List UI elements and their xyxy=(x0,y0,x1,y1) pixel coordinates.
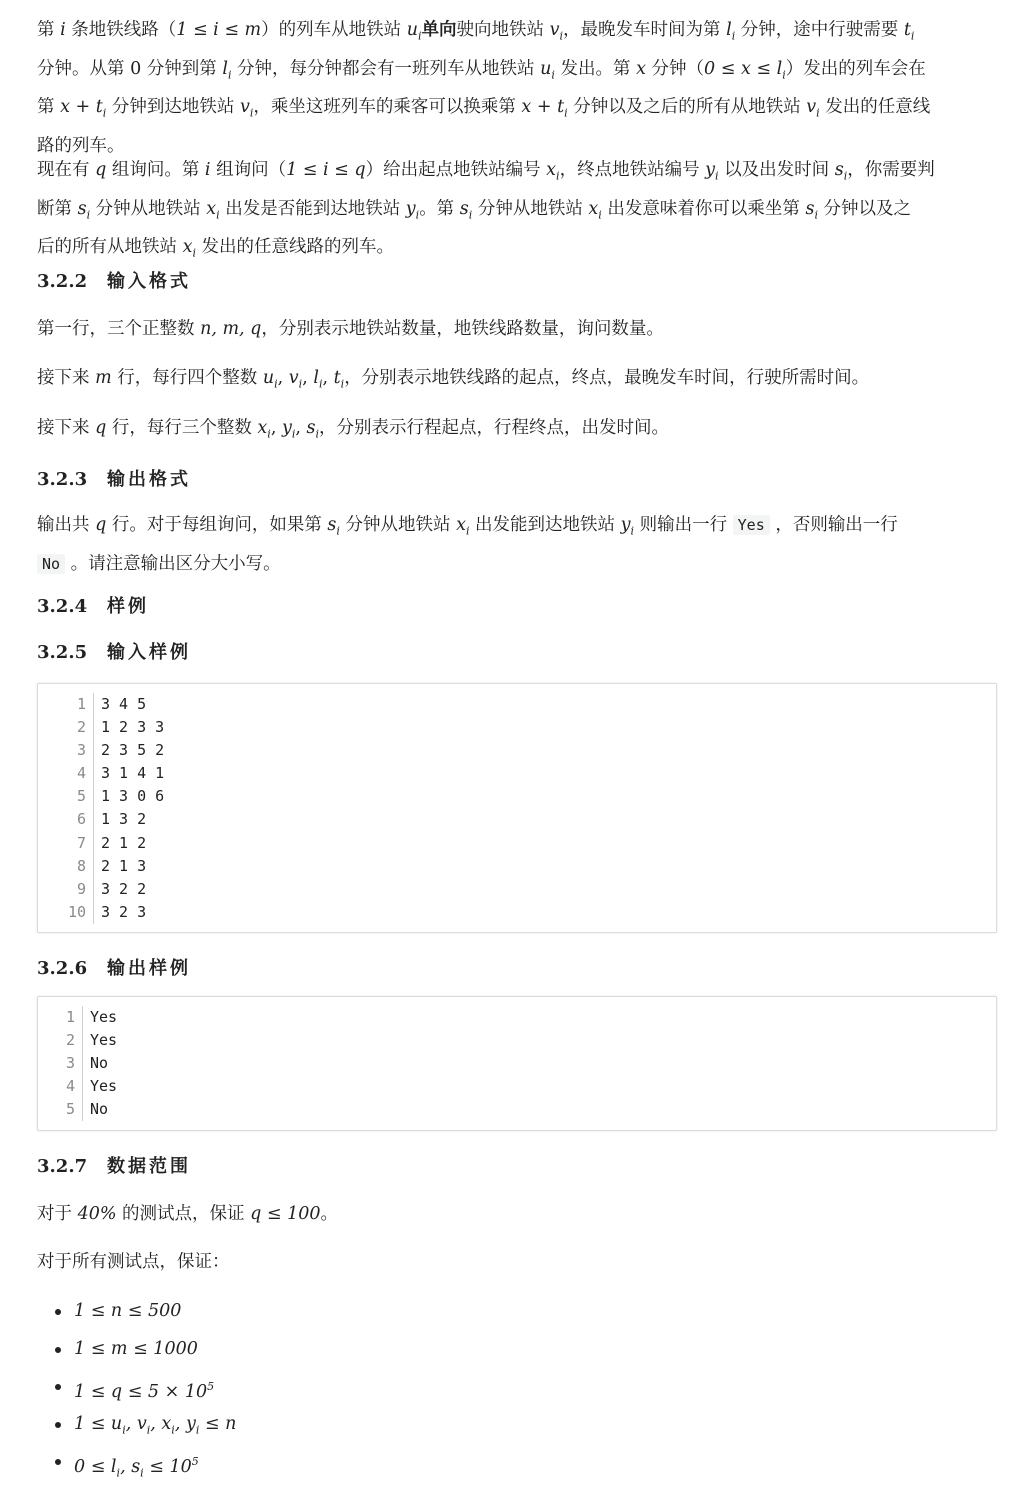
line-number: 4 xyxy=(38,762,94,785)
code-text: 2 3 5 2 xyxy=(101,741,165,760)
code-line xyxy=(38,693,996,716)
code-line xyxy=(38,808,996,831)
inline-code-no: No xyxy=(37,554,65,574)
constraint-q: $1 \le q \le 5 \times 10^5$ xyxy=(37,1368,236,1406)
code-line xyxy=(38,785,996,808)
input-format-line-2: 接下来 m 行，每行四个整数 $u_i$, $v_i$, $l_i$, $t_i$，分别表示地铁线路的起点，终点，最晚发车时间，行驶所需时间。 xyxy=(37,368,870,391)
code-line xyxy=(38,1075,996,1098)
intro-paragraph-1: 第 i 条地铁线路（1 ≤ i ≤ m）的列车从地铁站 $u_i$单向驶向地铁站 $v_i$，最晚发车时间为第 $l_i$ 分钟，途中行驶需要 $t_i$ 分钟。从第 0 分钟到第 $l_i$ 分钟，每分钟都会有一班列车从地铁站 $u_i$ 发出。第 x 分钟$(0 \le x \le l_i)$发出的列车会在 第 $x + t_i$ 分钟到达地铁站 $v_i$，乘坐这班列车的乘客可以换乘第 $x + t_i$ 分钟以及之后的所有从地铁站 $v_i$ 发出的任意线 路的列车。 xyxy=(37,20,931,156)
code-text: 3 2 2 xyxy=(101,879,147,898)
code-line xyxy=(38,1006,996,1029)
code-line xyxy=(38,716,996,739)
line-number: 3 xyxy=(38,739,94,762)
code-line xyxy=(38,832,996,855)
heading-input-format: 3.2.2 输入格式 xyxy=(37,271,191,292)
output-format-paragraph: 输出共 q 行。对于每组询问，如果第 $s_i$ 分钟从地铁站 $x_i$ 出发能到达地铁站 $y_i$ 则输出一行 Yes ，否则输出一行 No 。请注意输出区分大小写。 xyxy=(37,515,898,574)
code-text: 2 1 3 xyxy=(101,856,147,875)
heading-output-format: 3.2.3 输出格式 xyxy=(37,469,191,490)
constraint-m: 1 ≤ m ≤ 1000 xyxy=(37,1331,236,1369)
code-line xyxy=(38,1052,996,1075)
line-number: 5 xyxy=(38,785,94,808)
heading-data-range: 3.2.7 数据范围 xyxy=(37,1156,191,1177)
line-number: 5 xyxy=(38,1098,83,1121)
code-text: 3 1 4 1 xyxy=(101,764,165,783)
heading-sample-output: 3.2.6 输出样例 xyxy=(37,958,191,979)
code-line xyxy=(38,878,996,901)
constraint-times: $0 \le l_i$, $s_i \le 10^5$ xyxy=(37,1443,236,1481)
line-number: 7 xyxy=(38,832,94,855)
line-number: 1 xyxy=(38,693,94,716)
code-line xyxy=(38,901,996,924)
code-line xyxy=(38,1029,996,1052)
line-number: 10 xyxy=(38,901,94,924)
code-text: No xyxy=(90,1054,109,1073)
heading-sample: 3.2.4 样例 xyxy=(37,596,149,617)
sample-input-code-block xyxy=(37,683,997,933)
line-number: 2 xyxy=(38,1029,83,1052)
code-line xyxy=(38,739,996,762)
code-text: 2 1 2 xyxy=(101,833,147,852)
constraint-stations: $1 \le u_i$, $v_i$, $x_i$, $y_i \le n$ xyxy=(37,1406,236,1444)
code-line xyxy=(38,1098,996,1121)
sample-output-code-block xyxy=(37,996,997,1131)
line-number: 9 xyxy=(38,878,94,901)
line-number: 1 xyxy=(38,1006,83,1029)
line-number: 2 xyxy=(38,716,94,739)
input-format-line-3: 接下来 q 行，每行三个整数 $x_i$, $y_i$, $s_i$，分别表示行程起点，行程终点，出发时间。 xyxy=(37,418,670,441)
constraint-n: 1 ≤ n ≤ 500 xyxy=(37,1293,236,1331)
line-number: 8 xyxy=(38,855,94,878)
line-number: 3 xyxy=(38,1052,83,1075)
code-text: No xyxy=(90,1100,109,1119)
code-text: 1 3 2 xyxy=(101,810,147,829)
code-text: 1 3 0 6 xyxy=(101,787,165,806)
heading-sample-input: 3.2.5 输入样例 xyxy=(37,642,191,663)
code-text: Yes xyxy=(90,1077,118,1096)
inline-code-yes: Yes xyxy=(733,515,770,535)
line-number: 6 xyxy=(38,808,94,831)
input-format-line-1: 第一行，三个正整数 n, m, q，分别表示地铁站数量，地铁线路数量，询问数量。 xyxy=(37,319,664,339)
line-number: 4 xyxy=(38,1075,83,1098)
code-text: Yes xyxy=(90,1031,118,1050)
code-line xyxy=(38,855,996,878)
code-text: 1 2 3 3 xyxy=(101,718,165,737)
code-text: Yes xyxy=(90,1008,118,1026)
code-text: 3 2 3 xyxy=(101,902,147,921)
constraint-list xyxy=(37,1293,236,1481)
data-range-partial: 对于 40% 的测试点，保证 q ≤ 100。 xyxy=(37,1204,339,1224)
code-line xyxy=(38,762,996,785)
data-range-all: 对于所有测试点，保证： xyxy=(37,1252,230,1272)
intro-paragraph-2: 现在有 q 组询问。第 i 组询问（1 ≤ i ≤ q）给出起点地铁站编号 $x_i$，终点地铁站编号 $y_i$ 以及出发时间 $s_i$，你需要判 断第 $s_i$ 分钟从地铁站 $x_i$ 出发是否能到达地铁站 $y_i$。第 $s_i$ 分钟从地铁站 $x_i$ 出发意味着你可以乘坐第 $s_i$ 分钟以及之 后的所有从地铁站 $x_i$ 发出的任意线路的列车。 xyxy=(37,160,935,260)
code-text: 3 4 5 xyxy=(101,695,147,713)
